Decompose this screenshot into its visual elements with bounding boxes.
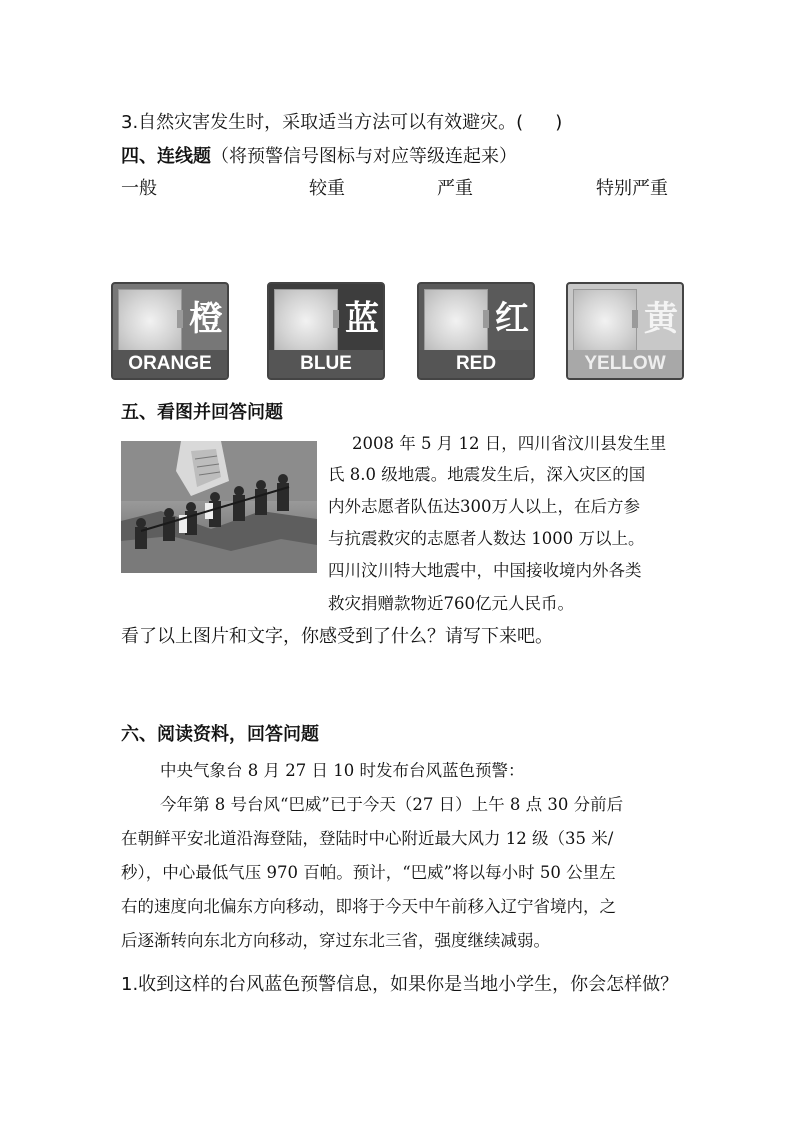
paren-close: ): [555, 112, 563, 133]
answer-area[interactable]: [121, 1000, 681, 1080]
rescue-scene-image: [121, 441, 317, 573]
section-5-title: 五、看图并回答问题: [121, 402, 283, 423]
level-heavier[interactable]: 较重: [309, 178, 345, 199]
passage-line: 右的速度向北偏东方向移动，即将于今天中午前移入辽宁省境内，之: [121, 897, 616, 916]
passage-line: 今年第 8 号台风“巴威”已于今天（27 日）上午 8 点 30 分前后: [160, 795, 624, 814]
section-4-title: 四、连线题: [121, 146, 211, 167]
sign-label: ORANGE: [113, 350, 227, 378]
sign-character: 黄: [644, 299, 678, 339]
passage-line: 与抗震救灾的志愿者人数达 1000 万以上。: [328, 529, 645, 548]
orange-warning-sign[interactable]: [111, 282, 229, 380]
sign-label: YELLOW: [568, 350, 682, 378]
blue-warning-sign[interactable]: [267, 282, 385, 380]
sign-character: 橙: [189, 299, 223, 339]
sign-label: RED: [419, 350, 533, 378]
passage-line: 2008 年 5 月 12 日，四川省汶川县发生里: [352, 434, 667, 453]
passage-line: 中央气象台 8 月 27 日 10 时发布台风蓝色预警：: [160, 761, 525, 780]
passage-line: 在朝鲜平安北道沿海登陆，登陆时中心附近最大风力 12 级（35 米/: [121, 829, 614, 848]
sign-character: 蓝: [345, 299, 379, 339]
section-6-title: 六、阅读资料，回答问题: [121, 724, 319, 745]
section-6-question: 1.收到这样的台风蓝色预警信息，如果你是当地小学生，你会怎样做？: [121, 974, 679, 995]
red-warning-sign[interactable]: [417, 282, 535, 380]
passage-line: 氏 8.0 级地震。地震发生后，深入灾区的国: [328, 465, 646, 484]
typhoon-symbol-icon: [274, 289, 338, 353]
statement-text: 3.自然灾害发生时，采取适当方法可以有效避灾。(: [121, 112, 524, 133]
level-extreme[interactable]: 特别严重: [596, 178, 668, 199]
section-4-heading: [121, 142, 517, 168]
typhoon-symbol-icon: [573, 289, 637, 353]
sign-label: BLUE: [269, 350, 383, 378]
passage-line: 秒），中心最低气压 970 百帕。预计，“巴威”将以每小时 50 公里左: [121, 863, 616, 882]
yellow-warning-sign[interactable]: [566, 282, 684, 380]
true-false-statement: [121, 108, 562, 134]
passage-line: 内外志愿者队伍达300万人以上，在后方参: [328, 497, 640, 516]
section-4-note: （将预警信号图标与对应等级连起来）: [211, 146, 517, 167]
sign-character: 红: [495, 299, 529, 339]
earthquake-rescue-photo: [121, 441, 317, 573]
passage-line: 四川汶川特大地震中，中国接收境内外各类: [328, 561, 642, 580]
level-serious[interactable]: 严重: [437, 178, 473, 199]
typhoon-symbol-icon: [424, 289, 488, 353]
level-general[interactable]: 一般: [121, 178, 157, 199]
passage-line: 救灾捐赠款物近760亿元人民币。: [328, 594, 574, 613]
answer-area[interactable]: [121, 650, 681, 710]
typhoon-symbol-icon: [118, 289, 182, 353]
section-5-question: 看了以上图片和文字，你感受到了什么？请写下来吧。: [121, 626, 553, 647]
passage-line: 后逐渐转向东北方向移动，穿过东北三省，强度继续减弱。: [121, 931, 550, 950]
